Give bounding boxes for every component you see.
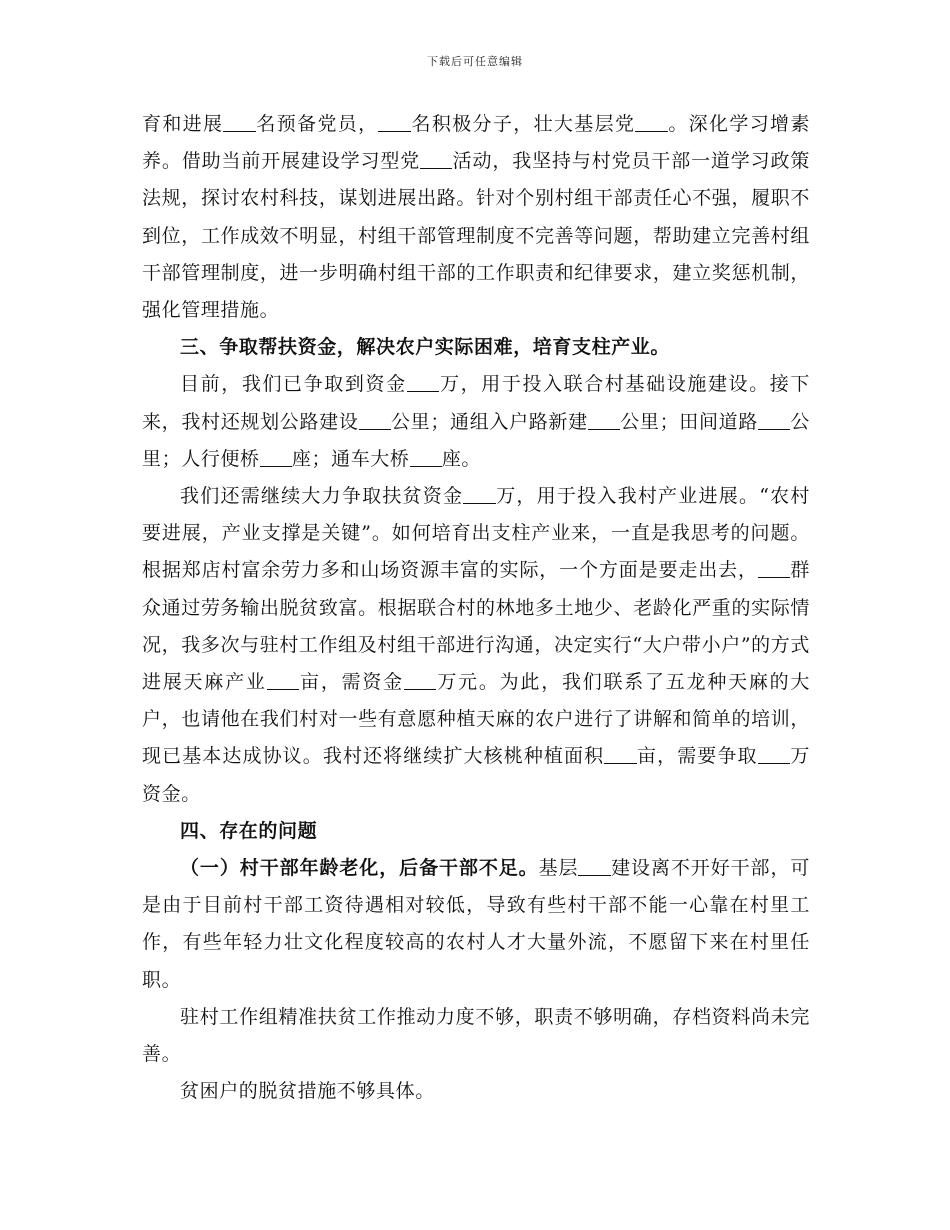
section-heading-4-text: 四、存在的问题: [180, 819, 318, 842]
paragraph-6: [142, 1073, 810, 1110]
fill-in-blank: [378, 112, 410, 132]
fill-in-blank: [635, 112, 667, 132]
paragraph-3-text: 我们还需继续大力争取扶贫资金 万，用于投入我村产业进展。“农村要进展，产业支撑是关键”。如何培育出支柱产业来，一直是我思考的问题。根据郑店村富余劳力多和山场资源丰富的实际，一个方面是要走出去， 群众通过劳务输出脱贫致富。根据联合村的林地多土地少、老龄化严重的实际情况，我多次与驻村工作组及村组干部进行沟通，决定实行“大户带小户”的方式进展天麻产业 亩，需资金 万元。为此，我们联系了五龙种天麻的大户，也请他在我们村对一些有意愿种植天麻的农户进行了讲解和简单的培训，现已基本达成协议。我村还将继续扩大核桃种植面积 亩，需要争取 万资金。: [142, 485, 810, 805]
paragraph-1-text: 育和进展 名预备党员， 名积极分子，壮大基层党 。深化学习增素养。借助当前开展建设学习型党 活动，我坚持与村党员干部一道学习政策法规，探讨农村科技，谋划进展出路。针对个别村组干部责任心不强，履职不到位，工作成效不明显，村组干部管理制度不完善等问题，帮助建立完善村组干部管理制度，进一步明确村组干部的工作职责和纪律要求，建立奖惩机制，强化管理措施。: [142, 113, 810, 322]
fill-in-blank: [359, 410, 391, 430]
fill-in-blank: [758, 558, 790, 578]
paragraph-4: [142, 850, 810, 999]
fill-in-blank: [604, 744, 636, 764]
fill-in-blank: [758, 410, 790, 430]
fill-in-blank: [578, 856, 610, 876]
paragraph-2-text: 目前，我们已争取到资金 万，用于投入联合村基础设施建设。接下来，我村还规划公路建设 公里；通组入户路新建 公里；田间道路 公里；人行便桥 座；通车大桥 座。: [142, 373, 810, 470]
fill-in-blank: [588, 410, 620, 430]
section-heading-3-text: 三、争取帮扶资金，解决农户实际困难，培育支柱产业。: [180, 336, 671, 359]
fill-in-blank: [223, 112, 255, 132]
subheading-1: （一）村干部年龄老化，后备干部不足。: [180, 857, 539, 880]
paragraph-5-text: 驻村工作组精准扶贫工作推动力度不够，职责不够明确，存档资料尚未完善。: [142, 1005, 810, 1066]
fill-in-blank: [260, 447, 292, 467]
paragraph-3: [142, 478, 810, 813]
fill-in-blank: [404, 670, 436, 690]
section-heading-3: [142, 329, 810, 366]
section-heading-4: [142, 813, 810, 850]
fill-in-blank: [420, 149, 452, 169]
fill-in-blank: [463, 484, 495, 504]
document-body: [142, 106, 810, 1110]
paragraph-2: [142, 366, 810, 478]
fill-in-blank: [407, 372, 439, 392]
paragraph-1: [142, 106, 810, 329]
paragraph-4-text: 基层 建设离不开好干部，可是由于目前村干部工资待遇相对较低，导致有些村干部不能一心靠在村里工作，有些年轻力壮文化程度较高的农村人才大量外流，不愿留下来在村里任职。: [142, 857, 810, 991]
paragraph-5: [142, 999, 810, 1073]
fill-in-blank: [758, 744, 790, 764]
page-header: 下载后可任意编辑: [427, 55, 523, 68]
paragraph-6-text: 贫困户的脱贫措施不够具体。: [180, 1080, 435, 1103]
fill-in-blank: [267, 670, 299, 690]
fill-in-blank: [410, 447, 442, 467]
